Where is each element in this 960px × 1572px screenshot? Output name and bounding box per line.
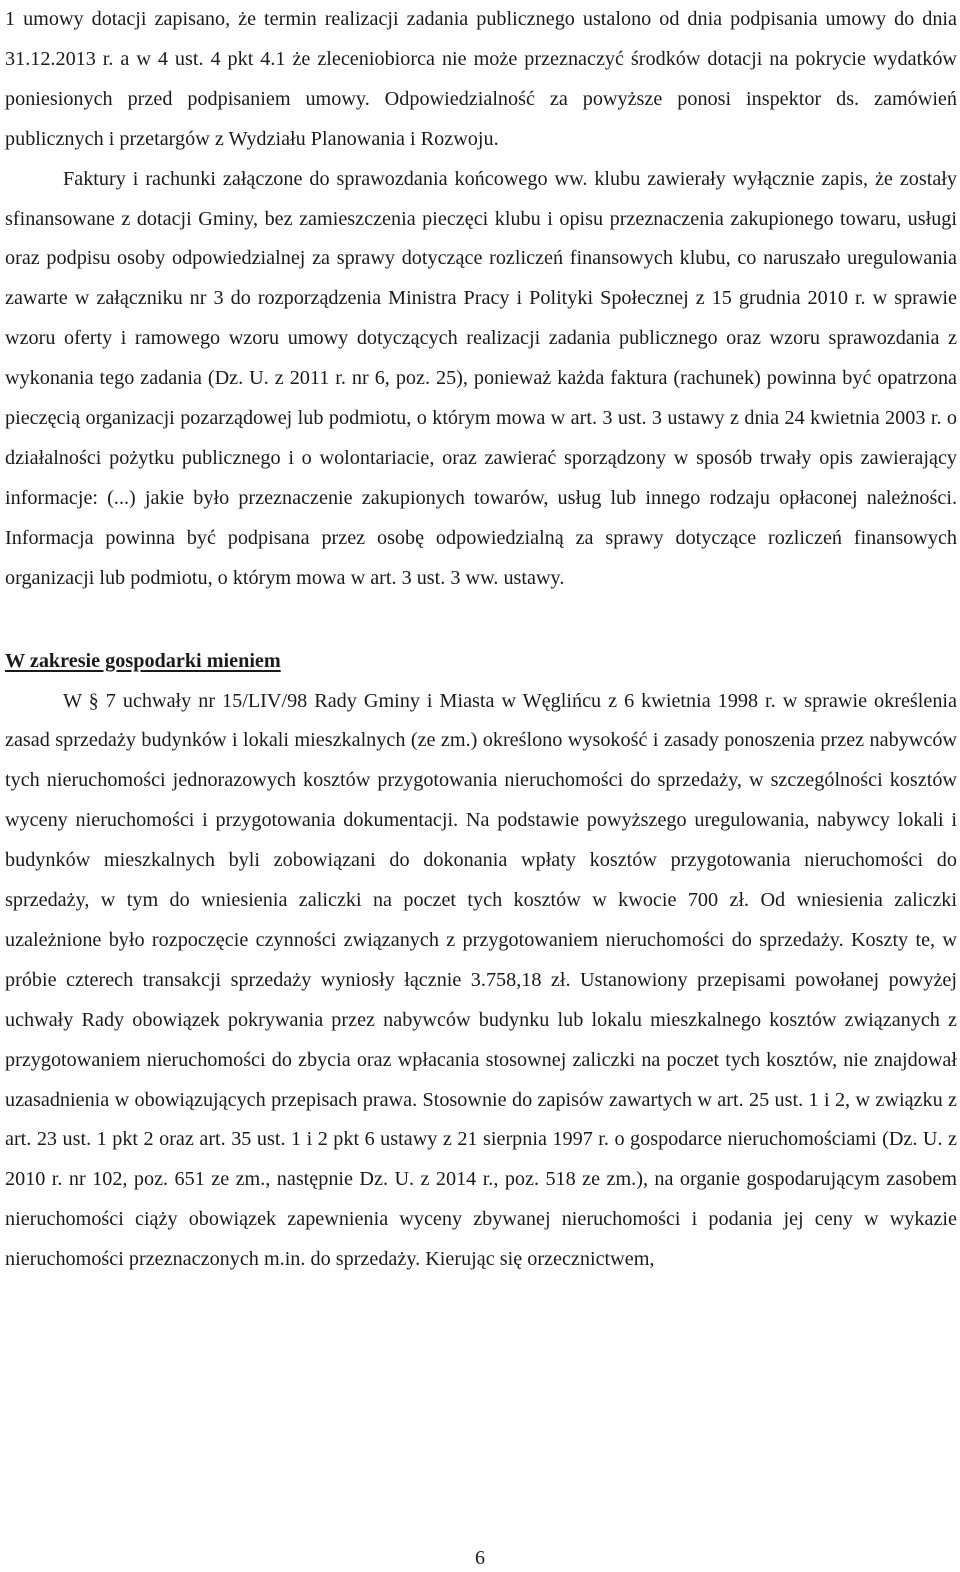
paragraph-faktury-i-rachunki: Faktury i rachunki załączone do sprawozdania końcowego ww. klubu zawierały wyłącznie zapis, że zostały sfinansowane z dotacji Gminy, bez zamieszczenia pieczęci klubu i opisu przeznaczenia zakupionego towaru, usługi oraz podpisu osoby odpowiedzialnej za sprawy dotyczące rozliczeń finansowych klubu, co naruszało uregulowania zawarte w załączniku nr 3 do rozporządzenia Ministra Pracy i Polityki Społecznej z 15 grudnia 2010 r. w sprawie wzoru oferty i ramowego wzoru umowy dotyczących realizacji zadania publicznego oraz wzoru sprawozdania z wykonania tego zadania (Dz. U. z 2011 r. nr 6, poz. 25), ponieważ każda faktura (rachunek) powinna być opatrzona pieczęcią organizacji pozarządowej lub podmiotu, o którym mowa w art. 3 ust. 3 ustawy z dnia 24 kwietnia 2003 r. o działalności pożytku publicznego i o wolontariacie, oraz zawierać sporządzony w sposób trwały opis zawierający informacje: (...) jakie było przeznaczenie zakupionych towarów, usług lub innego rodzaju opłaconej należności. Informacja powinna być podpisana przez osobę odpowiedzialną za sprawy dotyczące rozliczeń finansowych organizacji lub podmiotu, o którym mowa w art. 3 ust. 3 ww. ustawy. [5, 167, 957, 589]
section-heading-gospodarka-mieniem: W zakresie gospodarki mieniem [5, 649, 281, 672]
document-page [5, 0, 957, 1280]
paragraph-umowa-dotacji: 1 umowy dotacji zapisano, że termin realizacji zadania publicznego ustalono od dnia podpisania umowy do dnia 31.12.2013 r. a w 4 ust. 4 pkt 4.1 że zleceniobiorca nie może przeznaczyć środków dotacji na pokrycie wydatków poniesionych przed podpisaniem umowy. Odpowiedzialność za powyższe ponosi inspektor ds. zamówień publicznych i przetargów z Wydziału Planowania i Rozwoju. [5, 8, 957, 150]
page-number: 6 [475, 1547, 485, 1569]
paragraph-uchwala-rady: W § 7 uchwały nr 15/LIV/98 Rady Gminy i Miasta w Węglińcu z 6 kwietnia 1998 r. w sprawie określenia zasad sprzedaży budynków i lokali mieszkalnych (ze zm.) określono wysokość i zasady ponoszenia przez nabywców tych nieruchomości jednorazowych kosztów przygotowania nieruchomości do sprzedaży, w szczególności kosztów wyceny nieruchomości i przygotowania dokumentacji. Na podstawie powyższego uregulowania, nabywcy lokali i budynków mieszkalnych byli zobowiązani do dokonania wpłaty kosztów przygotowania nieruchomości do sprzedaży, w tym do wniesienia zaliczki na poczet tych kosztów w kwocie 700 zł. Od wniesienia zaliczki uzależnione było rozpoczęcie czynności związanych z przygotowaniem nieruchomości do sprzedaży. Koszty te, w próbie czterech transakcji sprzedaży wyniosły łącznie 3.758,18 zł. Ustanowiony przepisami powołanej powyżej uchwały Rady obowiązek pokrywania przez nabywców budynku lub lokalu mieszkalnego kosztów związanych z przygotowaniem nieruchomości do zbycia oraz wpłacania stosownej zaliczki na poczet tych kosztów, nie znajdował uzasadnienia w obowiązujących przepisach prawa. Stosownie do zapisów zawartych w art. 25 ust. 1 i 2, w związku z art. 23 ust. 1 pkt 2 oraz art. 35 ust. 1 i 2 pkt 6 ustawy z 21 sierpnia 1997 r. o gospodarce nieruchomościami (Dz. U. z 2010 r. nr 102, poz. 651 ze zm., następnie Dz. U. z 2014 r., poz. 518 ze zm.), na organie gospodarującym zasobem nieruchomości ciąży obowiązek zapewnienia wyceny zbywanej nieruchomości i podania jej ceny w wykazie nieruchomości przeznaczonych m.in. do sprzedaży. Kierując się orzecznictwem, [5, 689, 957, 1271]
